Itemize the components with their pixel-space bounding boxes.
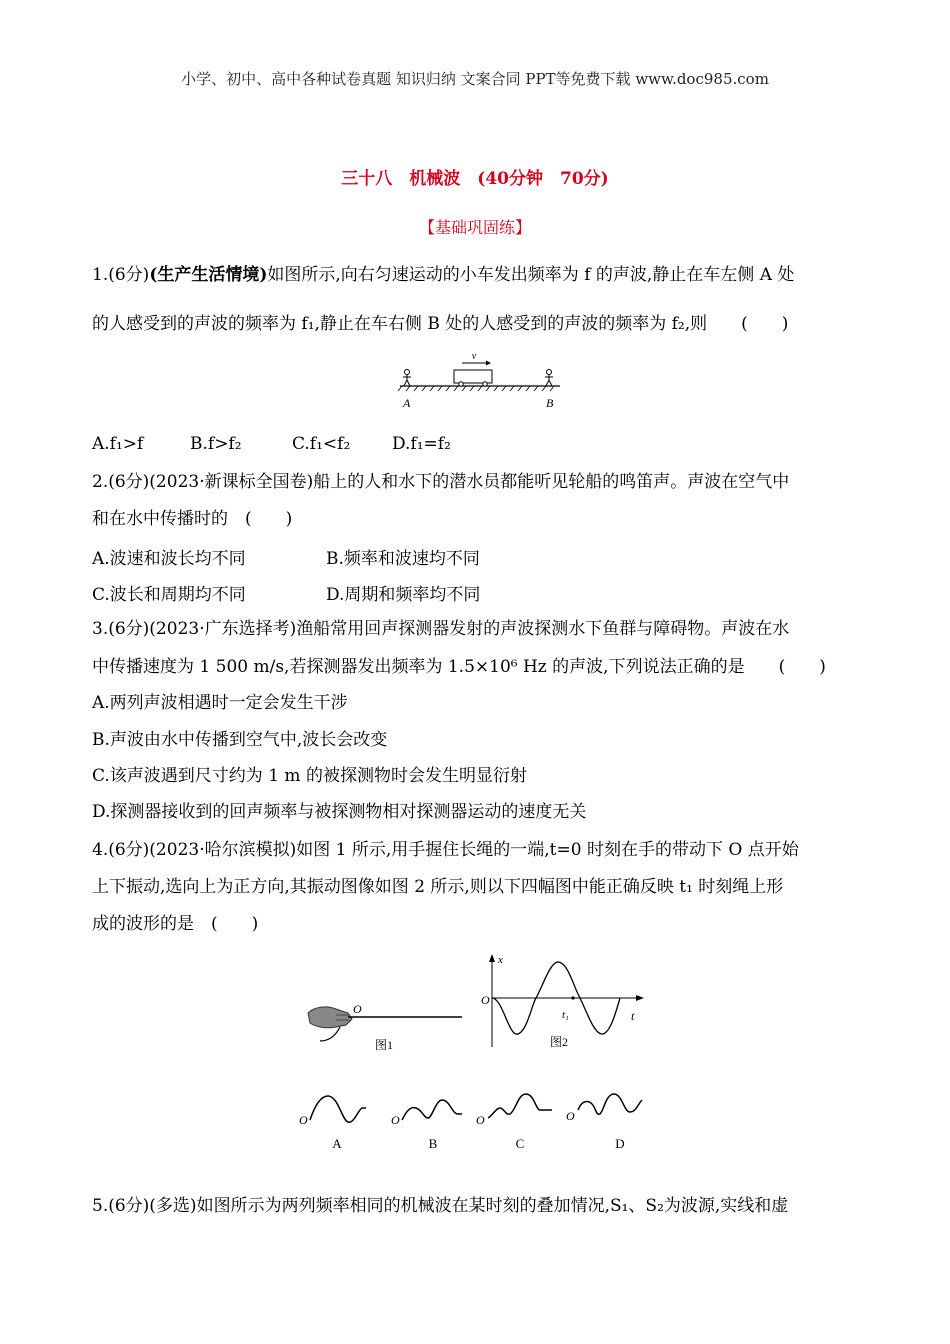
q4-line1: 4.(6分)(2023·哈尔滨模拟)如图 1 所示,用手握住长绳的一端,t=0 时刻在手的带动下 O 点开始 [92,840,799,860]
q3-line1: 3.(6分)(2023·广东选择考)渔船常用回声探测器发射的声波探测水下鱼群与障碍物。声波在水 [92,619,790,639]
point-b-label: B [546,396,554,410]
velocity-label: v [471,351,477,362]
q2-options-row2 [92,580,872,604]
hand-icon [308,1007,352,1041]
page-title: 三十八 机械波 (40分钟 70分) [341,169,609,189]
q1-options [92,434,872,458]
q1-option-b[interactable]: B.f>f₂ [190,434,242,454]
q3-option-b[interactable]: B.声波由水中传播到空气中,波长会改变 [92,730,388,750]
q4-line2: 上下振动,选向上为正方向,其振动图像如图 2 所示,则以下四幅图中能正确反映 t₁ 时刻绳上形 [92,877,784,897]
point-a-label: A [403,396,411,410]
q5-line1: 5.(6分)(多选)如图所示为两列频率相同的机械波在某时刻的叠加情况,S₁、S₂为波源,实线和虚 [92,1196,789,1216]
waveform-choice-d[interactable] [566,1094,642,1151]
q2-option-b[interactable]: B.频率和波速均不同 [326,549,480,569]
t1-marker [571,996,574,999]
q3-option-c[interactable]: C.该声波遇到尺寸约为 1 m 的被探测物时会发生明显衍射 [92,766,527,786]
q1-line1 [92,263,872,287]
q1-figure [390,348,570,413]
q1-option-d[interactable]: D.f₁=f₂ [392,434,451,454]
q1-option-a[interactable]: A.f₁>f [92,434,144,454]
waveform-choice-a[interactable] [299,1096,366,1151]
fig2-caption: 图2 [550,1035,569,1049]
choice-d-label: D [615,1136,625,1151]
choice-b-origin: O [391,1113,400,1127]
q1-context: (生产生活情境) [149,265,268,285]
q1-line2: 的人感受到的声波的频率为 f₁,静止在车右侧 B 处的人感受到的声波的频率为 f₂,则 ( ) [92,314,789,334]
fig2-origin-label: O [481,993,490,1007]
q4-figure1 [300,995,470,1060]
car-icon [454,370,492,386]
q1-text1: 如图所示,向右匀速运动的小车发出频率为 f 的声波,静止在车左侧 A 处 [267,265,795,285]
q2-option-a[interactable]: A.波速和波长均不同 [92,549,246,569]
velocity-arrow-icon [462,361,491,366]
q3-line2: 中传播速度为 1 500 m/s,若探测器发出频率为 1.5×10⁶ Hz 的声波,下列说法正确的是 ( ) [92,657,826,677]
q2-options-row1 [92,544,872,568]
choice-c-origin: O [476,1113,485,1127]
q2-line2: 和在水中传播时的 ( ) [92,509,293,529]
q4-figure2 [478,952,648,1052]
fig2-x-label: x [498,954,503,966]
choice-a-origin: O [299,1113,308,1127]
fig1-origin-label: O [353,1002,362,1016]
person-a-icon [403,370,411,387]
choice-d-origin: O [566,1109,575,1123]
page-header: 小学、初中、高中各种试卷真题 知识归纳 文案合同 PPT等免费下载 www.doc985.com [181,70,769,88]
waveform-choice-c[interactable] [476,1094,552,1151]
waveform-choice-b[interactable] [391,1100,462,1151]
choice-a-label: A [332,1136,342,1151]
q2-option-c[interactable]: C.波长和周期均不同 [92,585,246,605]
q2-option-d[interactable]: D.周期和频率均不同 [326,585,481,605]
q3-option-d[interactable]: D.探测器接收到的回声频率与被探测物相对探测器运动的速度无关 [92,802,587,822]
choice-c-label: C [515,1136,525,1151]
choice-b-label: B [428,1136,438,1151]
fig2-t-label: t [631,1009,635,1023]
fig1-caption: 图1 [375,1038,394,1052]
q1-tag: 1.(6分) [92,265,150,285]
q2-line1: 2.(6分)(2023·新课标全国卷)船上的人和水下的潜水员都能听见轮船的鸣笛声。声波在空气中 [92,472,790,492]
q3-option-a[interactable]: A.两列声波相遇时一定会发生干涉 [92,693,348,713]
person-b-icon [545,370,553,387]
q4-line3: 成的波形的是 ( ) [92,914,259,934]
q4-choice-waveforms [290,1080,670,1155]
q1-option-c[interactable]: C.f₁<f₂ [292,434,351,454]
section-heading: 【基础巩固练】 [418,218,531,237]
fig2-t1-label: t₁ [562,1009,569,1021]
